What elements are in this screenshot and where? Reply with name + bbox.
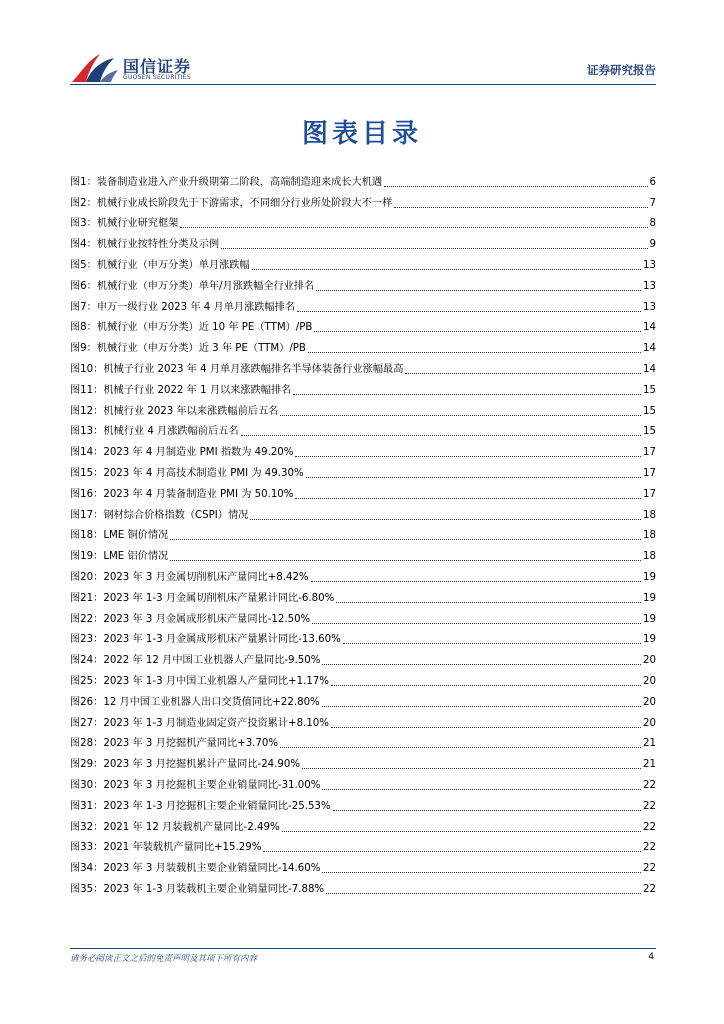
toc-entry-label: 图2： [70,197,97,209]
toc-entry[interactable] [70,377,656,398]
brand-name-cn: 国信证券 [123,57,192,76]
toc-entry[interactable] [70,731,656,752]
toc-entry-page: 19 [643,571,656,583]
toc-dot-leader [314,331,641,332]
toc-entry[interactable] [70,294,656,315]
toc-entry[interactable] [70,751,656,772]
toc-entry-page: 15 [643,426,656,438]
toc-entry-label: 图6： [70,280,97,292]
toc-entry[interactable] [70,211,656,232]
toc-entry-page: 9 [649,239,656,251]
toc-entry[interactable] [70,481,656,502]
toc-dot-leader [282,831,641,832]
toc-entry-title: 2023 年 3 月装载机主要企业销量同比-14.60% [103,863,321,875]
toc-entry[interactable] [70,855,656,876]
toc-dot-leader [384,186,647,187]
toc-dot-leader [331,685,641,686]
toc-entry-label: 图32： [70,821,104,833]
toc-entry-title: 申万一级行业 2023 年 4 月单月涨跌幅排名 [96,301,296,313]
toc-entry-title: 2021 年装载机产量同比+15.29% [103,842,262,854]
toc-dot-leader [343,643,641,644]
toc-entry-page: 22 [643,863,656,875]
page-number: 4 [648,952,654,962]
toc-dot-leader [312,623,641,624]
toc-entry-label: 图25： [70,675,104,687]
toc-entry-page: 8 [649,218,656,230]
page-header [70,48,656,88]
toc-entry[interactable] [70,439,656,460]
toc-entry-page: 13 [643,280,656,292]
toc-dot-leader [170,560,641,561]
toc-entry-page: 15 [643,405,656,417]
toc-dot-leader [333,810,641,811]
toc-entry-title: 2023 年 3 月挖掘机产量同比+3.70% [103,738,279,750]
toc-entry-page: 19 [643,592,656,604]
toc-dot-leader [221,248,647,249]
toc-entry-title: 装备制造业进入产业升级期第二阶段，高端制造迎来成长大机遇 [96,176,383,188]
toc-entry-label: 图30： [70,779,104,791]
toc-entry-page: 20 [643,655,656,667]
toc-dot-leader [405,373,641,374]
toc-entry-label: 图1： [70,176,97,188]
toc-dot-leader [306,477,641,478]
toc-dot-leader [316,290,641,291]
toc-entry-label: 图21： [70,592,104,604]
toc-entry[interactable] [70,814,656,835]
toc-dot-leader [263,851,641,852]
toc-dot-leader [252,269,641,270]
toc-entry[interactable] [70,710,656,731]
toc-entry[interactable] [70,190,656,211]
toc-entry[interactable] [70,627,656,648]
toc-entry[interactable] [70,419,656,440]
toc-entry-title: 机械子行业 2022 年 1 月以来涨跌幅排名 [103,384,292,396]
toc-dot-leader [322,789,641,790]
toc-entry-title: 机械行业（申万分类）近 3 年 PE（TTM）/PB [96,343,306,355]
toc-entry[interactable] [70,398,656,419]
toc-entry-title: 2023 年 1-3 月金属成形机床产量累计同比-13.60% [103,634,341,646]
toc-entry-label: 图11： [70,384,104,396]
toc-dot-leader [280,415,641,416]
toc-entry-title: 机械行业（申万分类）近 10 年 PE（TTM）/PB [96,322,313,334]
toc-entry-page: 6 [649,176,656,188]
toc-entry-page: 17 [643,467,656,479]
toc-dot-leader [311,581,641,582]
toc-dot-leader [170,539,641,540]
toc-entry-page: 22 [643,821,656,833]
toc-entry-label: 图26： [70,696,104,708]
toc-entry-title: 机械行业 4 月涨跌幅前后五名 [103,426,239,438]
toc-entry-label: 图8： [70,322,97,334]
toc-entry-page: 18 [643,551,656,563]
toc-entry-page: 19 [643,613,656,625]
toc-entry[interactable] [70,564,656,585]
toc-entry-label: 图19： [70,551,104,563]
toc-entry-label: 图35： [70,883,104,895]
toc-entry-label: 图20： [70,571,104,583]
company-logo [70,52,210,86]
toc-entry-label: 图5： [70,259,97,271]
toc-dot-leader [295,456,641,457]
toc-entry-title: LME 铜价情况 [103,530,169,542]
toc-entry-label: 图9： [70,343,97,355]
toc-entry-page: 22 [643,883,656,895]
toc-entry-title: LME 铝价情况 [103,551,169,563]
toc-entry[interactable] [70,460,656,481]
toc-entry[interactable] [70,835,656,856]
toc-entry[interactable] [70,502,656,523]
toc-dot-leader [241,435,641,436]
toc-entry-label: 图10： [70,363,104,375]
toc-entry-title: 2021 年 12 月装载机产量同比-2.49% [103,821,280,833]
toc-entry[interactable] [70,356,656,377]
toc-dot-leader [297,311,641,312]
toc-entry-page: 18 [643,530,656,542]
toc-entry-page: 20 [643,717,656,729]
toc-dot-leader [295,498,641,499]
toc-entry-title: 机械行业成长阶段先于下游需求，不同细分行业所处阶段大不一样 [96,197,393,209]
toc-entry[interactable] [70,668,656,689]
toc-entry-page: 13 [643,301,656,313]
toc-dot-leader [326,893,641,894]
toc-dot-leader [293,394,641,395]
toc-entry[interactable] [70,793,656,814]
toc-entry-label: 图29： [70,759,104,771]
toc-entry-title: 2023 年 1-3 月金属切削机床产量累计同比-6.80% [103,592,335,604]
toc-entry-title: 2023 年 3 月挖掘机累计产量同比-24.90% [103,759,301,771]
toc-entry-label: 图16： [70,488,104,500]
toc-entry-title: 2023 年 1-3 月中国工业机器人产量同比+1.17% [103,675,329,687]
guosen-logo-icon [70,52,120,84]
toc-entry[interactable] [70,585,656,606]
toc-entry-page: 14 [643,363,656,375]
toc-dot-leader [280,747,641,748]
toc-entry-title: 2023 年 3 月金属切削机床产量同比+8.42% [103,571,309,583]
toc-entry-title: 机械行业 2023 年以来涨跌幅前后五名 [103,405,279,417]
toc-entry-label: 图12： [70,405,104,417]
toc-entry[interactable] [70,335,656,356]
figure-toc-list [70,169,656,897]
toc-entry-page: 20 [643,675,656,687]
toc-entry[interactable] [70,647,656,668]
toc-entry-page: 21 [643,759,656,771]
toc-dot-leader [336,602,641,603]
toc-entry-label: 图17： [70,509,104,521]
toc-entry[interactable] [70,273,656,294]
toc-entry-title: 机械行业研究框架 [96,218,179,230]
brand-name-en: GUOSEN SECURITIES [123,74,192,81]
toc-entry[interactable] [70,169,656,190]
toc-entry[interactable] [70,876,656,897]
toc-entry-label: 图3： [70,218,97,230]
toc-entry-label: 图34： [70,863,104,875]
page-title: 图表目录 [301,119,422,149]
toc-entry-title: 2023 年 3 月挖掘机主要企业销量同比-31.00% [103,779,321,791]
toc-entry-page: 21 [643,738,656,750]
toc-entry-page: 18 [643,509,656,521]
toc-entry-page: 13 [643,259,656,271]
footer-disclaimer: 请务必阅读正文之后的免责声明及其项下所有内容 [70,954,258,964]
toc-dot-leader [322,706,641,707]
toc-entry[interactable] [70,252,656,273]
toc-entry-title: 2023 年 4 月高技术制造业 PMI 为 49.30% [103,467,304,479]
toc-entry-title: 12 月中国工业机器人出口交货值同比+22.80% [103,696,320,708]
toc-entry[interactable] [70,606,656,627]
toc-entry[interactable] [70,689,656,710]
toc-dot-leader [302,768,641,769]
toc-entry-page: 22 [643,842,656,854]
toc-entry-label: 图13： [70,426,104,438]
toc-dot-leader [308,352,641,353]
toc-entry-label: 图23： [70,634,104,646]
toc-entry-page: 20 [643,696,656,708]
toc-entry-title: 2023 年 1-3 月装载机主要企业销量同比-7.88% [103,883,325,895]
toc-dot-leader [331,727,641,728]
toc-entry[interactable] [70,772,656,793]
toc-entry-title: 机械行业（申万分类）单月涨跌幅 [96,259,250,271]
toc-entry-label: 图27： [70,717,104,729]
toc-entry[interactable] [70,231,656,252]
toc-dot-leader [322,872,641,873]
toc-entry-page: 22 [643,779,656,791]
toc-dot-leader [180,227,647,228]
toc-entry-label: 图4： [70,239,97,251]
toc-entry-title: 2022 年 12 月中国工业机器人产量同比-9.50% [103,655,321,667]
toc-entry[interactable] [70,543,656,564]
toc-entry-title: 2023 年 1-3 月挖掘机主要企业销量同比-25.53% [103,800,331,812]
toc-entry[interactable] [70,523,656,544]
toc-entry-page: 17 [643,488,656,500]
toc-entry-label: 图22： [70,613,104,625]
toc-entry-title: 机械行业按特性分类及示例 [96,239,220,251]
toc-entry-page: 15 [643,384,656,396]
toc-entry-title: 2023 年 4 月制造业 PMI 指数为 49.20% [103,447,294,459]
toc-entry-page: 19 [643,634,656,646]
toc-entry-label: 图15： [70,467,104,479]
toc-entry-page: 22 [643,800,656,812]
toc-entry-label: 图33： [70,842,104,854]
toc-dot-leader [394,207,647,208]
toc-entry-page: 7 [649,197,656,209]
toc-entry-page: 14 [643,343,656,355]
toc-entry-label: 图14： [70,447,104,459]
toc-entry-title: 机械子行业 2023 年 4 月单月涨跌幅排名半导体装备行业涨幅最高 [103,363,404,375]
toc-entry-label: 图24： [70,655,104,667]
toc-entry-title: 2023 年 4 月装备制造业 PMI 为 50.10% [103,488,294,500]
toc-entry-label: 图31： [70,800,104,812]
toc-dot-leader [250,519,641,520]
toc-entry-title: 机械行业（申万分类）单年/月涨跌幅全行业排名 [96,280,315,292]
toc-entry[interactable] [70,315,656,336]
toc-entry-title: 2023 年 1-3 月制造业固定资产投资累计+8.10% [103,717,329,729]
footer-divider [70,948,656,949]
toc-entry-label: 图18： [70,530,104,542]
toc-entry-page: 14 [643,322,656,334]
toc-entry-title: 2023 年 3 月金属成形机床产量同比-12.50% [103,613,311,625]
toc-entry-page: 17 [643,447,656,459]
toc-dot-leader [322,664,641,665]
toc-entry-label: 图28： [70,738,104,750]
toc-entry-label: 图7： [70,301,97,313]
header-divider [70,84,656,85]
toc-entry-title: 钢材综合价格指数（CSPI）情况 [103,509,249,521]
report-type-label: 证券研究报告 [587,63,656,77]
